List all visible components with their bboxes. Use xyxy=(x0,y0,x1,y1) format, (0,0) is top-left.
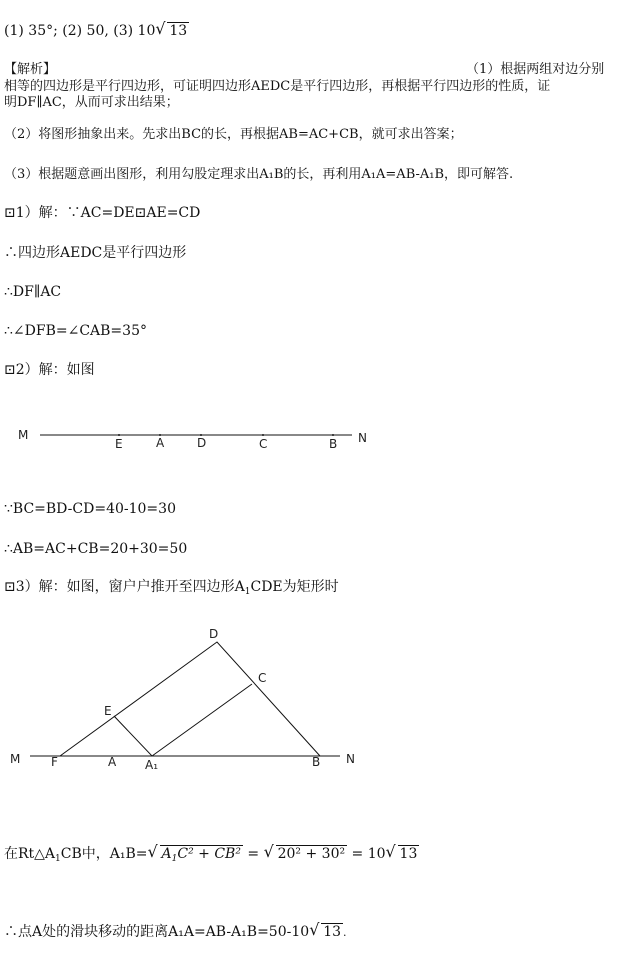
label-d: D xyxy=(197,436,207,450)
label-b: B xyxy=(329,437,338,451)
answer-radicand: 13 xyxy=(169,23,188,39)
sqrt-sign xyxy=(386,843,420,865)
point-b-dot xyxy=(332,434,334,436)
sqrt1-a: A xyxy=(161,846,172,862)
label-a: A xyxy=(156,436,165,450)
final-coef: 10 xyxy=(291,924,310,940)
rt-sub: 1 xyxy=(55,854,61,864)
label-a1: A₁ xyxy=(145,758,159,772)
solution-3-title xyxy=(4,578,339,601)
label-e: E xyxy=(115,437,123,451)
rt-b: CB中，A₁B= xyxy=(60,846,148,862)
answer-prefix: (1) 35°; (2) 50, (3) xyxy=(4,23,138,39)
rectangle-sides xyxy=(114,684,252,756)
solution-1-line-3: ∴∠DFB=∠CAB=35° xyxy=(4,323,147,339)
sqrt-sign xyxy=(309,921,343,943)
label-a: A xyxy=(108,755,117,769)
label-d: D xyxy=(209,627,219,641)
solution-2-title: ⊡2）解：如图 xyxy=(4,362,95,378)
label-m: M xyxy=(10,752,21,766)
point-e-dot xyxy=(118,434,120,436)
triangle-fdb xyxy=(60,642,320,756)
label-f: F xyxy=(51,755,58,769)
rt-triangle-line xyxy=(4,843,419,870)
equals-coef: = 10 xyxy=(351,846,386,862)
line-figure xyxy=(0,420,630,460)
label-c: C xyxy=(259,437,268,451)
solution-2-line-1: ∵BC=BD-CD=40-10=30 xyxy=(4,501,176,517)
rt-a: 在Rt△A xyxy=(4,846,56,862)
final-end: . xyxy=(343,926,347,939)
solution-3-title-a: ⊡3）解：如图，窗户户推开至四边形A xyxy=(4,579,245,595)
label-m: M xyxy=(18,428,29,442)
sqrt1-b: C² + CB² xyxy=(177,846,241,862)
sqrt-sign xyxy=(155,22,189,40)
point-c-dot xyxy=(262,434,264,436)
final-rad: 13 xyxy=(323,924,342,940)
sqrt2-radicand: 20² + 30² xyxy=(277,846,346,862)
sqrt-sign xyxy=(148,843,243,870)
label-c: C xyxy=(258,671,267,685)
answer-line xyxy=(4,22,189,40)
final-a: ∴点A处的滑块移动的距离A₁A=AB-A₁B=50- xyxy=(4,924,292,940)
label-n: N xyxy=(358,431,367,445)
label-n: N xyxy=(346,752,355,766)
solution-1-title: ⊡1）解：∵AC=DE⊡AE=CD xyxy=(4,205,201,221)
solution-1-line-1: ∴四边形AEDC是平行四边形 xyxy=(4,245,187,261)
analysis-right: （1）根据两组对边分别 xyxy=(466,62,605,77)
final-line xyxy=(4,921,347,944)
sqrt-sign xyxy=(264,843,347,865)
analysis-part-2: （2）将图形抽象出来。先求出BC的长，再根据AB=AC+CB，就可求出答案； xyxy=(4,127,463,142)
sqrt1-sub: 1 xyxy=(171,854,178,864)
window-figure xyxy=(0,620,630,775)
analysis-line-2: 相等的四边形是平行四边形，可证明四边形AEDC是平行四边形，再根据平行四边形的性质，证 xyxy=(4,79,551,94)
solution-2-line-2: ∴AB=AC+CB=20+30=50 xyxy=(4,541,188,557)
equals-sign: = xyxy=(247,846,260,862)
solution-1-line-2: ∴DF∥AC xyxy=(4,284,62,300)
solution-3-title-b: CDE为矩形时 xyxy=(250,579,339,595)
analysis-part-3: （3）根据题意画出图形，利用勾股定理求出A₁B的长，再利用A₁A=AB-A₁B，即可解答. xyxy=(4,167,514,182)
label-b: B xyxy=(312,755,321,769)
label-e: E xyxy=(104,704,112,718)
solution-3-title-sub: 1 xyxy=(244,587,251,597)
answer-coef: 10 xyxy=(137,23,156,39)
analysis-line-3: 明DF∥AC，从而可求出结果； xyxy=(4,95,179,110)
rad13: 13 xyxy=(399,846,418,862)
analysis-label: 【解析】 xyxy=(4,62,57,77)
